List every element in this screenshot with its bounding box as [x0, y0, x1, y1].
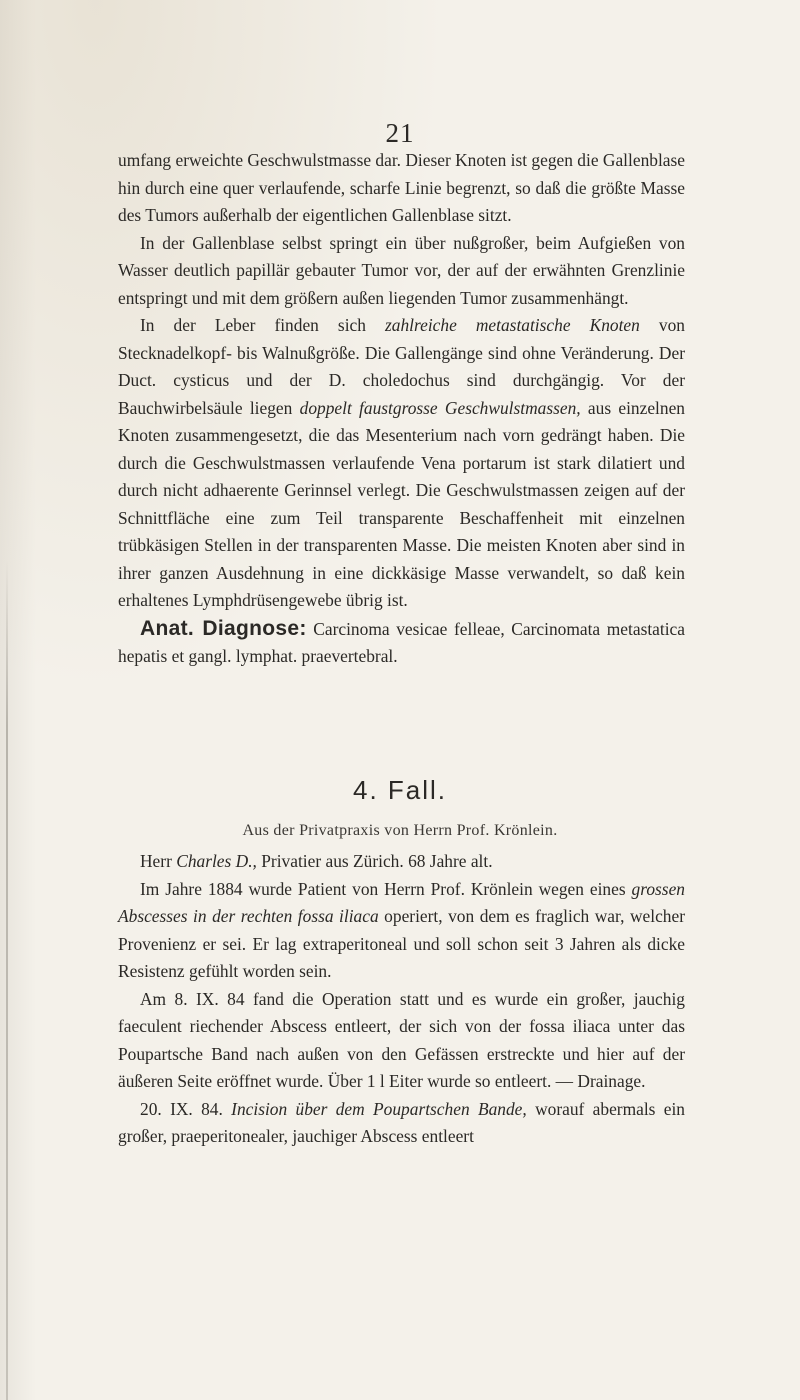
paragraph: [118, 312, 685, 615]
body-text-bottom: [118, 848, 685, 1151]
text-run: Im Jahre 1884 wurde Patient von Herrn Prof. Krönlein wegen eines: [140, 878, 632, 899]
paragraph: [118, 1096, 685, 1151]
text-run: In der Gallenblase selbst springt ein über nußgroßer, beim Aufgießen von Wasser deutlich papillär gebauter Tumor vor, der auf der erwähnten Grenzlinie entspringt und mit dem größern außen liegenden Tumor zusammenhängt.: [118, 232, 685, 308]
case-heading: 4. Fall.: [352, 775, 448, 805]
paragraph: [118, 230, 685, 313]
text-run: operiert, von dem es fraglich war, welcher Provenienz er sei. Er lag extraperitoneal und soll schon seit 3 Jahren als dicke Resistenz gefühlt worden sein.: [118, 906, 685, 981]
emphasized-text: Incision über dem Poupartschen Bande,: [231, 1098, 527, 1119]
text-run: Am 8. IX. 84 fand die Operation statt und es wurde ein großer, jauchig faeculent riechender Abscess entleert, der sich von der fossa iliaca unter das Poupartsche Band nach außen von den Gefässen erstreckte und hier auf der äußeren Seite eröffnet wurde. Über 1 l Eiter wurde so entleert. — Drainage.: [118, 988, 685, 1091]
paragraph: [118, 848, 685, 876]
paragraph: [118, 986, 685, 1096]
emphasized-text: Charles D.,: [176, 851, 257, 871]
emphasized-text: zahlreiche metastatische Knoten: [385, 315, 640, 335]
text-run: 20. IX. 84.: [140, 1098, 232, 1119]
emphasized-text: doppelt faustgrosse Geschwulstmassen,: [299, 397, 581, 418]
body-text-top: [118, 147, 685, 671]
text-run: worauf abermals ein großer, praeperitonealer, jauchiger Abscess entleert: [118, 1098, 686, 1146]
text-run: In der Leber finden sich: [140, 315, 386, 335]
text-run: von Stecknadelkopf- bis Walnußgröße. Die Gallengänge sind ohne Veränderung. Der Duct. cysticus und der D. choledochus sind durchgängig. Vor der Bauchwirbelsäule liegen: [118, 315, 685, 418]
diagnosis-label: Anat. Diagnose:: [140, 616, 307, 640]
text-run: Privatier aus Zürich. 68 Jahre alt.: [256, 851, 493, 871]
paragraph: [118, 147, 685, 230]
text-run: umfang erweichte Geschwulstmasse dar. Dieser Knoten ist gegen die Gallenblase hin durch eine quer verlaufende, scharfe Linie begrenzt, so daß die größte Masse des Tumors außerhalb der eigentlichen Gallenblase sitzt.: [118, 150, 685, 225]
case-subtitle: Aus der Privatpraxis von Herrn Prof. Krönlein.: [242, 822, 558, 839]
text-run: Carcinoma vesicae felleae, Carcinomata metastatica hepatis et gangl. lymphat. praevertebral.: [118, 618, 685, 666]
text-run: Herr: [140, 851, 177, 871]
emphasized-text: grossen Abscesses in der rechten fossa iliaca: [118, 878, 685, 926]
text-run: aus einzelnen Knoten zusammengesetzt, die das Mesenterium nach vorn gedrängt haben. Die durch die Geschwulstmassen verlaufende Vena portarum ist stark dilatiert und durch nicht adhaerente Gerinnsel verlegt. Die Geschwulstmassen zeigen auf der Schnittfläche eine zum Teil transparente Beschaffenheit mit einzelnen trübkäsigen Stellen in der transparenten Masse. Die meisten Knoten aber sind in ihrer ganzen Ausdehnung in eine dickkäsige Masse verwandelt, so daß kein erhaltenes Lymphdrüsengewebe übrig ist.: [118, 397, 685, 610]
paragraph: [118, 615, 685, 671]
page-edge-shadow: [6, 560, 8, 1400]
page-number: 21: [385, 118, 415, 148]
paragraph: [118, 876, 685, 986]
